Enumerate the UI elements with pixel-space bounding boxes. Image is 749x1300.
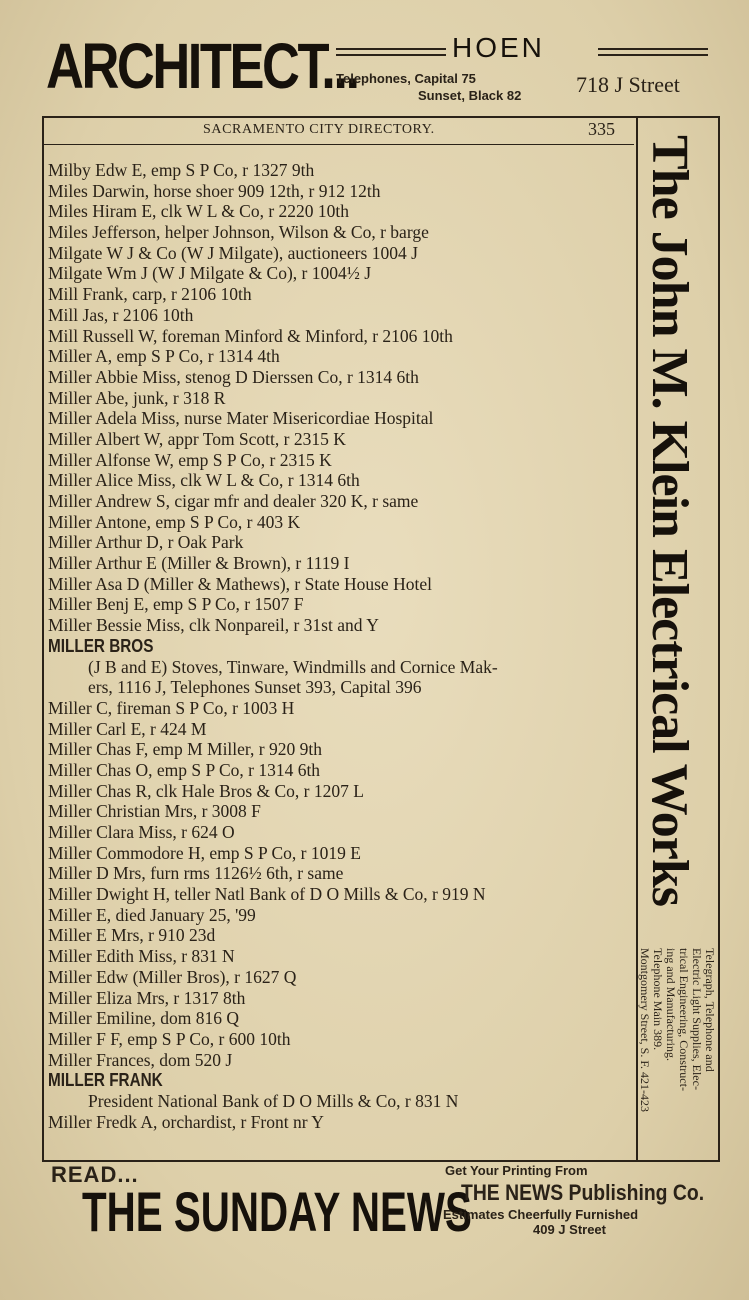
header-rule: [44, 144, 634, 145]
directory-entry: Miller E Mrs, r 910 23d: [48, 925, 216, 946]
directory-entry: Miller Antone, emp S P Co, r 403 K: [48, 511, 301, 532]
directory-entry: Miller E, died January 25, '99: [48, 904, 256, 925]
architect-heading: ARCHITECT...: [46, 30, 358, 102]
directory-entry: Miller Arthur E (Miller & Brown), r 1119 I: [48, 553, 350, 574]
directory-heading: MILLER FRANK: [48, 1070, 163, 1091]
directory-entry: Miller F F, emp S P Co, r 600 10th: [48, 1028, 291, 1049]
directory-heading: MILLER BROS: [48, 635, 154, 656]
directory-entry: Miller Andrew S, cigar mfr and dealer 320 K, r same: [48, 491, 419, 511]
directory-entry: Miller Abbie Miss, stenog D Dierssen Co, r 1314 6th: [48, 366, 419, 387]
directory-entry: Miller Eliza Mrs, r 1317 8th: [48, 987, 246, 1008]
directory-entry: Miller Frances, dom 520 J: [48, 1049, 233, 1070]
directory-entry: Miller Clara Miss, r 624 O: [48, 822, 235, 842]
bottom-ad-estimates: Estimates Cheerfully Furnished: [443, 1207, 639, 1222]
decorative-rule-right: [598, 48, 708, 56]
directory-entry: Miller Fredk A, orchardist, r Front nr Y: [48, 1111, 324, 1132]
directory-entry: Miller Dwight H, teller Natl Bank of D O Mills & Co, r 919 N: [48, 884, 486, 905]
directory-entries: [48, 160, 632, 1132]
telephones-line-2: Sunset, Black 82: [418, 88, 522, 103]
page-number: 335: [588, 119, 615, 139]
directory-entry: (J B and E) Stoves, Tinware, Windmills and Cornice Mak-: [88, 656, 498, 677]
directory-entry: President National Bank of D O Mills & Co, r 831 N: [88, 1090, 459, 1111]
side-ad-line: trical Engineering, Construct-: [677, 948, 691, 1091]
directory-entry: Miller Asa D (Miller & Mathews), r State House Hotel: [48, 573, 432, 594]
bottom-ad-read: READ...: [51, 1162, 139, 1187]
directory-entry: Miller Christian Mrs, r 3008 F: [48, 801, 261, 822]
architect-address: 718 J Street: [576, 72, 680, 97]
directory-entry: Milgate Wm J (W J Milgate & Co), r 1004½ J: [48, 263, 372, 284]
directory-entry: Miller Emiline, dom 816 Q: [48, 1008, 240, 1029]
directory-entry: Mill Frank, carp, r 2106 10th: [48, 284, 252, 305]
directory-entry: Milby Edw E, emp S P Co, r 1327 9th: [48, 160, 315, 180]
directory-entry: Miller Albert W, appr Tom Scott, r 2315 K: [48, 428, 346, 449]
directory-entry: Miller Alfonse W, emp S P Co, r 2315 K: [48, 449, 332, 470]
side-ad-line: Montgomery Street, S. F. 421-423: [638, 948, 652, 1113]
directory-entry: Miller Chas F, emp M Miller, r 920 9th: [48, 739, 322, 760]
directory-entry: Miller Edw (Miller Bros), r 1627 Q: [48, 966, 297, 987]
directory-entry: ers, 1116 J, Telephones Sunset 393, Capital 396: [88, 677, 422, 698]
telephones-line-1: Telephones, Capital 75: [336, 71, 476, 86]
side-ad-line: Electric Light Supplies, Elec-: [690, 948, 704, 1090]
directory-entry: Miller A, emp S P Co, r 1314 4th: [48, 346, 280, 367]
side-ad-line: Telephone Main 389.: [651, 948, 665, 1051]
side-ad-title: The John M. Klein Electrical Works: [641, 135, 698, 907]
directory-entry: Miller Chas R, clk Hale Bros & Co, r 1207 L: [48, 780, 364, 801]
directory-entry: Miller Alice Miss, clk W L & Co, r 1314 6th: [48, 470, 360, 491]
directory-entry: Miles Darwin, horse shoer 909 12th, r 912 12th: [48, 180, 381, 201]
side-ad-line: Telegraph, Telephone and: [703, 948, 717, 1072]
architect-name: HOEN: [452, 32, 545, 63]
directory-entry: Mill Russell W, foreman Minford & Minford, r 2106 10th: [48, 325, 453, 346]
top-advertisement: [0, 0, 749, 115]
directory-entry: Miller Bessie Miss, clk Nonpareil, r 31st and Y: [48, 615, 379, 636]
side-ad-line: ing and Manufacturing.: [664, 948, 678, 1061]
directory-entry: Miller Adela Miss, nurse Mater Misericordiae Hospital: [48, 408, 434, 429]
bottom-ad-company: THE NEWS Publishing Co.: [461, 1180, 705, 1205]
directory-entry: Miller Commodore H, emp S P Co, r 1019 E: [48, 842, 361, 863]
bottom-ad-printing: Get Your Printing From: [445, 1163, 588, 1178]
bottom-ad-address: 409 J Street: [533, 1222, 606, 1237]
directory-entry: Miller Edith Miss, r 831 N: [48, 946, 235, 967]
directory-entry: Miller D Mrs, furn rms 1126½ 6th, r same: [48, 863, 344, 884]
directory-entry: Miles Hiram E, clk W L & Co, r 2220 10th: [48, 201, 350, 222]
directory-entry: Mill Jas, r 2106 10th: [48, 304, 194, 325]
directory-entry: Miller Arthur D, r Oak Park: [48, 532, 244, 553]
directory-entry: Miller Carl E, r 424 M: [48, 718, 207, 739]
directory-entry: Miller Abe, junk, r 318 R: [48, 387, 226, 408]
directory-entry: Miller Chas O, emp S P Co, r 1314 6th: [48, 759, 321, 780]
directory-entry: Miller C, fireman S P Co, r 1003 H: [48, 697, 295, 718]
bottom-ad-newspaper: THE SUNDAY NEWS: [82, 1180, 472, 1243]
directory-entry: Miles Jefferson, helper Johnson, Wilson & Co, r barge: [48, 222, 429, 243]
directory-entry: Miller Benj E, emp S P Co, r 1507 F: [48, 594, 304, 615]
decorative-rule-left: [336, 48, 446, 56]
running-head: SACRAMENTO CITY DIRECTORY.: [203, 122, 435, 137]
directory-entry: Milgate W J & Co (W J Milgate), auctioneers 1004 J: [48, 242, 418, 263]
